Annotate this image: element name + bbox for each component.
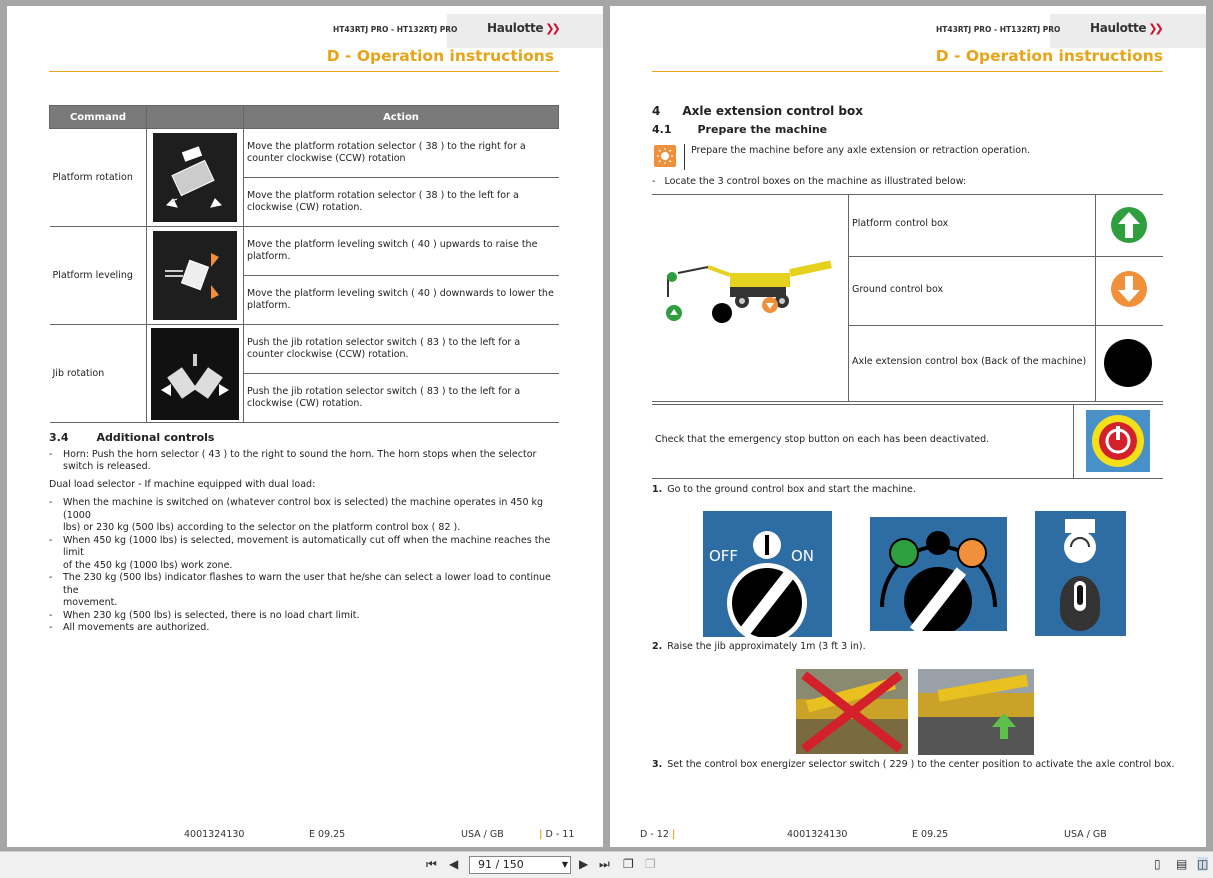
section-4: 4 Axle extension control box — [652, 104, 863, 118]
jib-correct-image — [918, 669, 1034, 755]
section-title: D - Operation instructions — [935, 47, 1163, 65]
footer-region: USA / GB — [461, 829, 504, 840]
action-cell: Move the platform leveling switch ( 40 ) upwards to raise the platform. — [244, 227, 559, 276]
left-page — [7, 6, 603, 847]
action-cell: Move the platform rotation selector ( 38 ) to the right for a counter clockwise (CCW) rotation — [244, 129, 559, 178]
action-cell: Push the jib rotation selector switch ( 83 ) to the left for a clockwise (CW) rotation. — [244, 374, 559, 423]
col-icon — [147, 106, 244, 129]
dual-load-list: - When the machine is switched on (whatever control box is selected) the machine operates in 450 kg (1000 lbs) or 230 kg (500 lbs) according to the selector on the platform control box ( 82 ). - When 450 kg (1000 lbs) is selected, movement is automatically cut off when the machine reaches the limit of the 450 kg (1000 lbs) work zone. - The 230 kg (500 lbs) indicator flashes to warn the user that he/she can select a lower load to continue the movement. - When 230 kg (500 lbs) is selected, there is no load chart limit. - All movements are authorized. — [49, 497, 551, 633]
section-title: D - Operation instructions — [326, 47, 554, 65]
brand-logo: Haulotte ❯❯ — [1090, 21, 1161, 35]
footer-doc: 4001324130 — [184, 829, 245, 840]
brand-name: Haulotte — [1090, 21, 1147, 35]
info-icon — [654, 145, 676, 167]
selector-switch-image — [870, 517, 1007, 631]
next-page-button[interactable]: ▶ — [579, 857, 589, 871]
up-arrow-green-icon — [1110, 206, 1148, 248]
section-4-1: 4.1 Prepare the machine — [652, 123, 828, 136]
step-2: 2. Raise the jib approximately 1m (3 ft 3 in). — [652, 641, 866, 652]
step-3: 3. Set the control box energizer selector switch ( 229 ) to the center position to activate the axle control box. — [652, 759, 1175, 770]
header-rule — [49, 71, 559, 72]
down-arrow-orange-icon — [1110, 270, 1148, 312]
footer-doc: 4001324130 — [787, 829, 848, 840]
jib-wrong-image — [796, 669, 908, 754]
platform-rotation-icon — [153, 133, 237, 222]
energizer-switch-image — [1035, 511, 1126, 636]
footer-rev: E 09.25 — [912, 829, 949, 840]
model-label: HT43RTJ PRO - HT132RTJ PRO — [333, 25, 458, 34]
chevron-down-icon: ▼ — [561, 860, 568, 869]
key-switch-image — [703, 511, 832, 637]
ground-control-box-label: Ground control box — [852, 284, 944, 295]
single-page-view-icon[interactable]: ▯ — [1154, 857, 1161, 871]
action-cell: Move the platform leveling switch ( 40 ) downwards to lower the platform. — [244, 276, 559, 325]
page-selector[interactable] — [469, 856, 571, 874]
control-box-table — [652, 194, 1163, 402]
section-3-4: 3.4 Additional controls — [49, 431, 215, 444]
copy-icon[interactable]: ❐ — [623, 857, 634, 871]
estop-table — [652, 404, 1163, 479]
estop-text: Check that the emergency stop button on each has been deactivated. — [655, 434, 990, 445]
step-1: 1. Go to the ground control box and start the machine. — [652, 484, 916, 495]
off-label: OFF — [709, 547, 739, 565]
command-cell: Platform rotation — [50, 129, 147, 227]
col-command: Command — [50, 106, 147, 129]
page-number: 91 / 150 — [478, 858, 524, 871]
footer-page: | D - 11 — [539, 829, 575, 840]
locate-text: - Locate the 3 control boxes on the machine as illustrated below: — [652, 176, 967, 187]
command-table — [49, 105, 559, 423]
prev-page-button[interactable]: ◀ — [449, 857, 459, 871]
viewer-toolbar — [0, 851, 1213, 878]
model-label: HT43RTJ PRO - HT132RTJ PRO — [936, 25, 1061, 34]
on-label: ON — [791, 547, 815, 565]
first-page-button[interactable]: ⏮ — [426, 857, 437, 871]
right-page — [610, 6, 1206, 847]
last-page-button[interactable]: ⏭ — [599, 857, 610, 871]
command-cell: Platform leveling — [50, 227, 147, 325]
black-circle-icon — [1104, 339, 1152, 387]
footer-rev: E 09.25 — [309, 829, 346, 840]
dual-load-text: Dual load selector - If machine equipped with dual load: — [49, 479, 316, 490]
platform-control-box-label: Platform control box — [852, 218, 949, 229]
prepare-text: Prepare the machine before any axle extension or retraction operation. — [691, 145, 1031, 156]
brand-name: Haulotte — [487, 21, 544, 35]
action-cell: Push the jib rotation selector switch ( 83 ) to the left for a counter clockwise (CCW) rotation. — [244, 325, 559, 374]
brand-logo: Haulotte ❯❯ — [487, 21, 558, 35]
continuous-view-icon[interactable]: ▤ — [1176, 857, 1188, 871]
header-rule — [652, 71, 1163, 72]
command-cell: Jib rotation — [50, 325, 147, 423]
two-page-view-icon[interactable]: ◫ — [1197, 857, 1209, 871]
footer-region: USA / GB — [1064, 829, 1107, 840]
horn-text: - Horn: Push the horn selector ( 43 ) to the right to sound the horn. The horn stops when the selector switch is released. — [49, 449, 537, 472]
emergency-stop-icon — [1086, 410, 1150, 472]
platform-leveling-icon — [153, 231, 237, 320]
col-action: Action — [244, 106, 559, 129]
axle-control-box-label: Axle extension control box (Back of the machine) — [852, 356, 1087, 367]
machine-illustration — [658, 255, 844, 335]
footer-page: D - 12 | — [640, 829, 676, 840]
jib-rotation-icon — [151, 328, 239, 420]
paste-icon[interactable]: ❐ — [645, 857, 656, 871]
action-cell: Move the platform rotation selector ( 38 ) to the left for a clockwise (CW) rotation. — [244, 178, 559, 227]
